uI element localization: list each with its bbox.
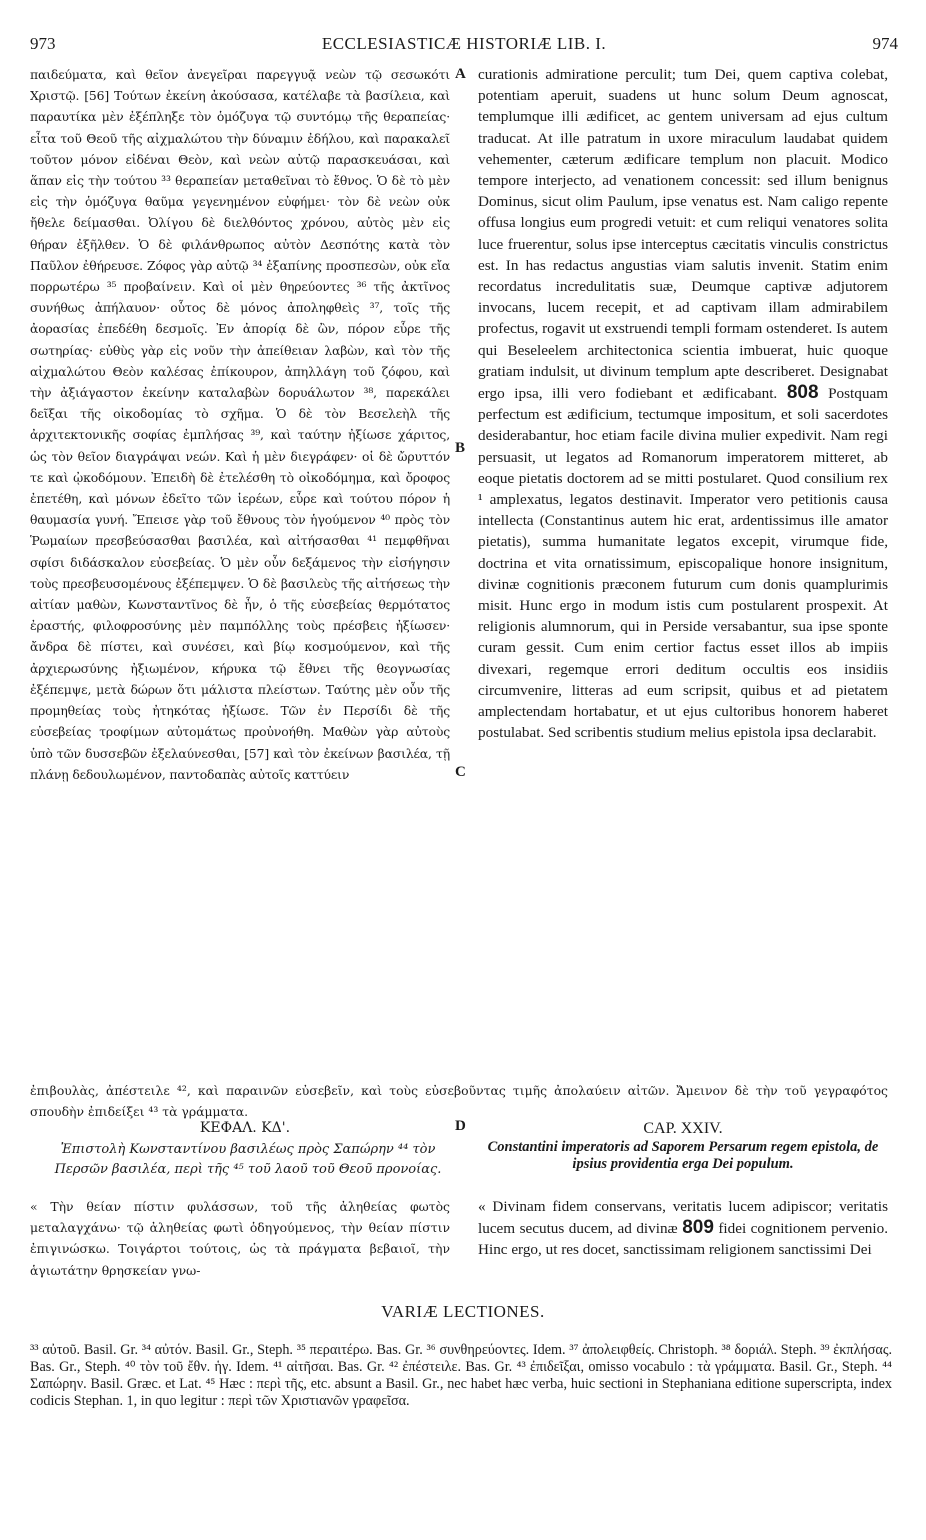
latin-text-part-a: curationis admiratione perculit; tum Dei, quem captiva colebat, potentiam aperuit, suadens ut hunc solum Deum agnoscat, templumque illi ædificet, ac gentem universam ad ejus cultum traducat. At ille patratum in uxore miraculum laudabat quidem vehementer, cæterum ædificare templum non placuit. Modico tempore interjecto, ad venationem concessit: sed illum benignus Dominus, sicut olim Paulum, ipse venatus est. Nam caligo repente offusa longius eum progredi vetuit: et cum reliqui venatores solita luce fruerentur, solus ipse interceptus cæcitatis vinculis constrictus est. In has redactus angustias viam salutis invenit. Statim enim recordatus incredulitatis suæ, Deumque captivæ adjutorem invocans, lucem recepit, et ad captivam illam admirabilem profectus, rogavit ut exstruendi templi formam ostenderet. Is autem qui Beseleelem architectonica scientia imbuerat, huic quoque gratiam indulsit, ut divinum templum apte describeret. Designabat ergo ipsa, illi vero fodiebant et ædificabant. (478, 66, 888, 403)
latin-chapter-heading: Constantini imperatoris ad Saporem Persarum regem epistola, de ipsius providentia erga Dei populum. (487, 1139, 879, 1172)
margin-letter-b: B (455, 440, 466, 456)
page-marker-808: 808 (786, 382, 819, 404)
running-head (30, 34, 898, 58)
greek-tail-line (30, 1080, 888, 1122)
latin-paragraph (478, 64, 888, 744)
margin-letter-d: D (455, 1118, 466, 1134)
margin-letter-a: A (455, 66, 466, 82)
greek-paragraph: παιδεύματα, καὶ θεῖον ἀνεγεῖραι παρεγγυᾷ νεὼν τῷ σεσωκότι Χριστῷ. [56] Τούτων ἐκείνη ἀκούσασα, κατέλαβε τὰ βασίλεια, καὶ παραυτίκα μὲν ἐξέπληξε τὸν ὁμόζυγα τῷ συντόμῳ τῆς θεραπείας· εἶτα τοῦ Θεοῦ τῆς αἰχμαλώτου τὴν δύναμιν ἐδήλου, καὶ παρακαλεῖ τοῦτον μόνον εἰδέναι Θεὸν, καὶ νεὼν αὐτῷ παρασκευάσαι, καὶ ἅπαν εἰς τὴν τούτου ³³ θεραπείαν μεταθεῖναι τὸ ἔθνος. Ὁ δὲ τὸ μὲν εἰς τὴν ὁμόζυγα θαῦμα γεγενημένον εὐφήμει· τὸν δὲ νεὼν οὐκ ἤθελε δείμασθαι. Ὀλίγου δὲ διελθόντος χρόνου, αὐτὸς μὲν εἰς θήραν ἐξῆλθεν. Ὁ δὲ φιλάνθρωπος αὐτὸν Δεσπότης κατὰ τὸν Παῦλον ἐθήρευσε. Ζόφος γὰρ αὐτῷ ³⁴ ἐξαπίνης προσπεσὼν, οὐκ εἴα πορρωτέρω ³⁵ προβαίνειν. Καὶ οἱ μὲν θηρεύοντες ³⁶ τῆς ἀκτῖνος συνήθως ἀπήλαυον· οὗτος δὲ μόνος ἀποληφθεὶς ³⁷, τοῖς τῆς ἀορασίας ἐπεδέθη δεσμοῖς. Ἐν ἀπορίᾳ δὲ ὢν, πόρον εὗρε τῆς σωτηρίας· εὐθὺς γὰρ εἰς νοῦν τὴν ἀπείθειαν λαβὼν, καὶ τὸν τῆς αἰχμαλώτου Θεὸν καλέσας ἐπίκουρον, ἀπηλλάγη τοῦ ζόφου, καὶ τὴν ἀξιάγαστον ἐκείνην καταλαβὼν δορυάλωτον ³⁸, παρεκάλει δεῖξαι τῆς οἰκοδομίας τὸ σχῆμα. Ὁ δὲ τὸν Βεσελεὴλ τῆς ἀρχιτεκτονικῆς σοφίας ἐμπλήσας ³⁹, καὶ ταύτην ἠξίωσε χάριτος, ὡς τὸν θεῖον διαγράψαι νεών. Καὶ ἡ μὲν διεγράφεν· οἱ δὲ ὤρυττόν τε καὶ ᾠκοδόμουν. Ἐπειδὴ δὲ ἐτελέσθη τὸ οἰκοδόμημα, καὶ ὄροφος ἐπετέθη, καὶ μόνων ἐδεῖτο τῶν ἱερέων, εὗρε καὶ τούτου πόρον ἡ θαυμασία γυνή. Ἔπεισε γὰρ τοῦ ἔθνους τὸν ἡγούμενον ⁴⁰ πρὸς τὸν Ῥωμαίων πρεσβεύσασθαι βασιλέα, καὶ αἰτήσασθαι ⁴¹ πεμφθῆναι σφίσι διδάσκαλον εὐσεβείας. Ὁ μὲν οὖν δεξάμενος τὴν εἰσήγησιν τοὺς πρεσβευσομένους ἐξέπεμψεν. Ὁ δὲ βασιλεὺς τῆς αἰτήσεως τὴν αἰτίαν μαθὼν, Κωνσταντῖνος δὲ ἦν, ὁ τῆς εὐσεβείας θερμότατος ἐραστής, φιλοφροσύνης μὲν παμπόλλης τοὺς πρέσβεις ἠξίωσεν· ἄνδρα δὲ πίστει, καὶ συνέσει, καὶ βίῳ κοσμούμενον, καὶ τῆς ἀρχιερωσύνης ἠξιωμένον, κήρυκα τῷ ἔθνει τῆς θεογνωσίας ἐξέπεμψε, μετὰ δώρων ὅτι μάλιστα πλείστων. Ταύτης μὲν οὖν τῆς προμηθείας τοὺς ἠτηκότας ἠξίωσε. Τῶν ἐν Περσίδι δὲ τῆς εὐσεβείας τροφίμων αὐτομάτως προὐνοήθη. Μαθὼν γὰρ αὐτοὺς ὑπὸ τῶν δυσσεβῶν ἐξελαύνεσθαι, [57] καὶ τὸν ἐκείνων βασιλέα, τῇ πλάνῃ δεδουλωμένον, παντοδαπὰς αὐτοῖς καττύειν (30, 67, 450, 782)
margin-letter-c: C (455, 764, 466, 780)
page-number-right: 974 (872, 34, 898, 53)
latin-chapter-title: CAP. XXIV. (643, 1120, 723, 1137)
latin-letter-part-b: fidei cognitionem pervenio. Hinc ergo, ut res docet, sanctissimam religionem sanctissimi Dei (478, 1220, 888, 1259)
latin-letter-column (478, 1196, 888, 1284)
variae-lectiones-title: VARIÆ LECTIONES. (381, 1302, 545, 1321)
greek-letter-text: « Τὴν θείαν πίστιν φυλάσσων, τοῦ τῆς ἀληθείας φωτὸς μεταλαγχάνω· τῷ ἀληθείας φωτὶ ὁδηγούμενος, τὴν θείαν πίστιν ἐπιγινώσκω. Τοιγάρτοι τούτοις, ὡς τὰ πράγματα βεβαιοῖ, τὴν ἁγιωτάτην θρησκείαν γνω- (30, 1199, 450, 1278)
latin-letter-para (478, 1196, 888, 1261)
latin-letter-part-a: « Divinam fidem conservans, veritatis lucem adipiscor; veritatis lucem secutus ducem, ad divinæ (478, 1198, 888, 1238)
running-title: ECCLESIASTICÆ HISTORIÆ LIB. I. (321, 34, 607, 53)
greek-tail-text: ἐπιβουλὰς, ἀπέστειλε ⁴², καὶ παραινῶν εὐσεβεῖν, καὶ τοὺς εὐσεβοῦντας τιμῆς ἀπολαύειν αἰτῶν. Ἄμεινον δὲ τὴν τοῦ γεγραφότος σπουδὴν ἐπιδείξει ⁴³ τὰ γράμματα. (30, 1083, 888, 1119)
latin-column (478, 64, 888, 1082)
variae-lectiones-notes (30, 1342, 892, 1410)
greek-chapter-heading: Ἐπιστολὴ Κωνσταντίνου βασιλέως πρὸς Σαπώρην ⁴⁴ τὸν Περσῶν βασιλέα, περὶ τῆς ⁴⁵ τοῦ λαοῦ τοῦ Θεοῦ προνοίας. (54, 1142, 442, 1177)
greek-letter-column (30, 1196, 450, 1284)
greek-column (30, 64, 450, 1082)
page-number-left: 973 (30, 34, 56, 53)
latin-text-part-b: Postquam perfectum est ædificium, tectumque impositum, et soli sacerdotes desiderabantur, hoc etiam facile divina mulier expedivit. Nam regi persuasit, ut legatos ad Romanorum imperatorem mitteret, ab eoque pietatis doctorem ad se mitti postularet. Quod consilium rex ¹ amplexatus, legatos destinavit. Imperator vero petitionis causa intellecta (Constantinus autem hic erat, ardentissimus ille amator pietatis), summa humanitate legatos excepit, virumque fide, doctrina et vita ornatissimum, episcopalique honore insignitum, divinæ cognitionis præconem futurum cum donis quamplurimis misit. Hunc ergo in modum istis cum postularent prospexit. At religionis alumnorum, qui in Perside versabantur, sua ipse sponte curam gessit. Cum enim certior factus esset illos ab impiis divexari, regemque errori deditum occultis eos insidiis circumvenire, litteras ad eum scripsit, quibus et ad pietatem amplectendam hortabatur, et ut ejus cultoribus honorem haberet postulabat. Sed scribentis studium melius epistola ipsa declarabit. (478, 385, 888, 742)
variae-notes-text: ³³ αὐτοῦ. Basil. Gr. ³⁴ αὐτόν. Basil. Gr., Steph. ³⁵ περαιτέρω. Bas. Gr. ³⁶ συνθηρεύοντες. Idem. ³⁷ ἀπολειφθείς. Christoph. ³⁸ δοριάλ. Steph. ³⁹ ἐκπλήσας. Bas. Gr., Steph. ⁴⁰ τὸν τοῦ ἔθν. ἡγ. Idem. ⁴¹ αἰτῆσαι. Bas. Gr. ⁴² ἐπέστειλε. Bas. Gr. ⁴³ ἐπιδεῖξαι, omisso vocabulo : τὰ γράμματα. Basil. Gr., Steph. ⁴⁴ Σαπώρην. Basil. Græc. et Lat. ⁴⁵ Hæc : περὶ τῆς, etc. absunt a Basil. Gr., nec habet hæc verba, huic sectioni in Stephaniana editione superscripta, index codicis Stephan. 1, in quo legitur : περὶ τῶν Χριστιανῶν γραφεῖσα. (30, 1342, 892, 1409)
page-marker-809: 809 (682, 1217, 714, 1239)
greek-chapter-title: ΚΕΦΑΛ. ΚΔ'. (199, 1120, 291, 1136)
